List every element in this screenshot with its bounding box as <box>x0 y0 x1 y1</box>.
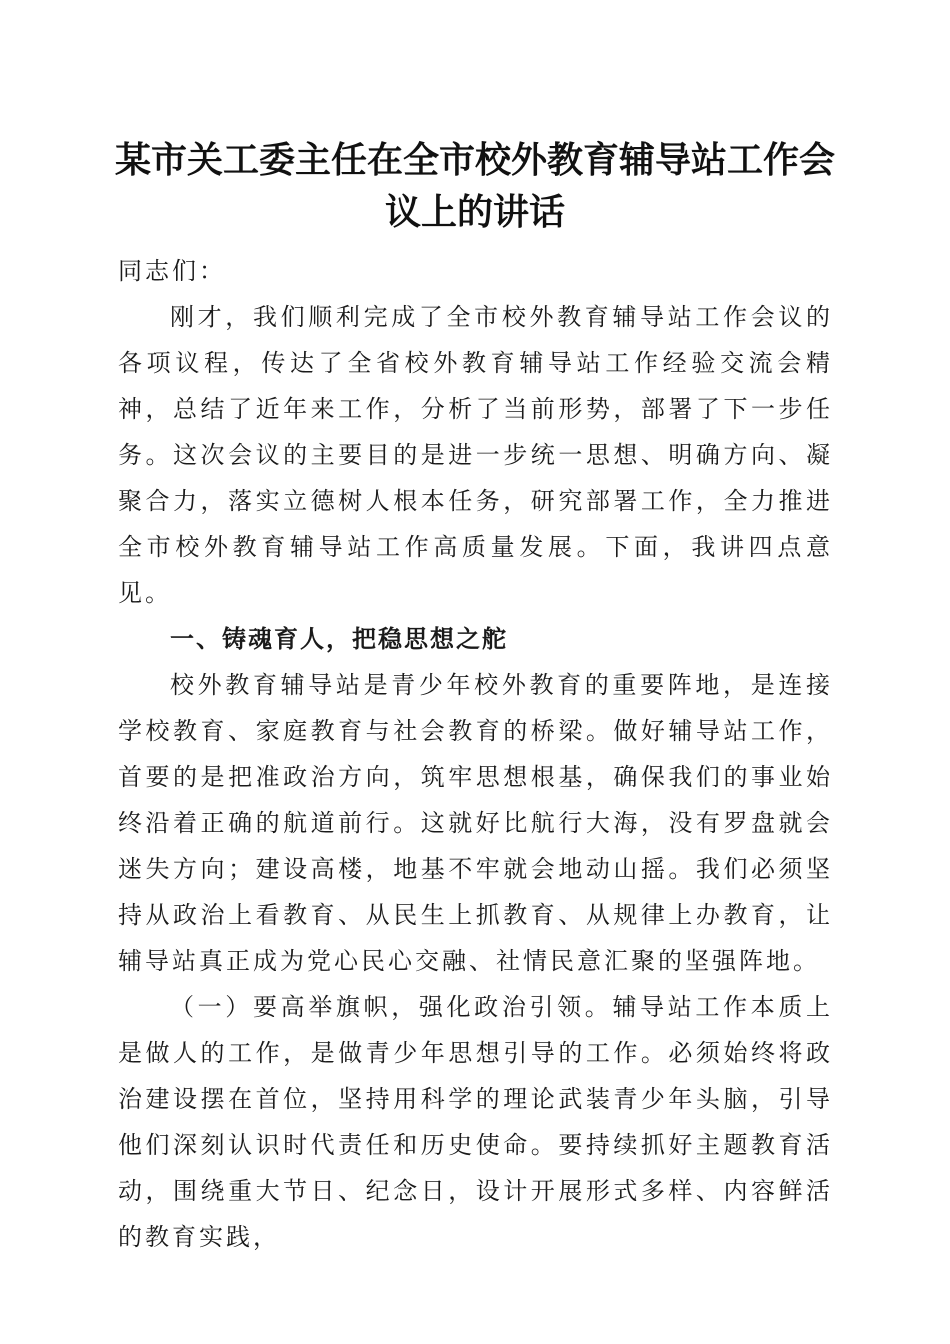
salutation: 同志们： <box>118 257 226 285</box>
subsection-lead-1: （一）要高举旗帜，强化政治引领。 <box>170 993 613 1021</box>
document-title: 某市关工委主任在全市校外教育辅导站工作会议上的讲话 <box>114 139 835 233</box>
subsection-body-1: 辅导站工作本质上是做人的工作，是做青少年思想引导的工作。必须始终将政治建设摆在首位，坚持用科学的理论武装青少年头脑，引导他们深刻认识时代责任和历史使命。要持续抓好主题教育活动，围绕重大节日、纪念日，设计开展形式多样、内容鲜活的教育实践， <box>118 993 834 1251</box>
subsection-paragraph-1 <box>118 984 833 1260</box>
document-body <box>118 248 833 1260</box>
section-paragraph-1: 校外教育辅导站是青少年校外教育的重要阵地，是连接学校教育、家庭教育与社会教育的桥梁。做好辅导站工作，首要的是把准政治方向，筑牢思想根基，确保我们的事业始终沿着正确的航道前行。这就好比航行大海，没有罗盘就会迷失方向；建设高楼，地基不牢就会地动山摇。我们必须坚持从政治上看教育、从民生上抓教育、从规律上办教育，让辅导站真正成为党心民心交融、社情民意汇聚的坚强阵地。 <box>118 671 833 975</box>
section-heading-1: 一、铸魂育人，把稳思想之舵 <box>170 625 508 653</box>
intro-paragraph: 刚才，我们顺利完成了全市校外教育辅导站工作会议的各项议程，传达了全省校外教育辅导站工作经验交流会精神，总结了近年来工作，分析了当前形势，部署了下一步任务。这次会议的主要目的是进一步统一思想、明确方向、凝聚合力，落实立德树人根本任务，研究部署工作，全力推进全市校外教育辅导站工作高质量发展。下面，我讲四点意见。 <box>118 303 833 607</box>
